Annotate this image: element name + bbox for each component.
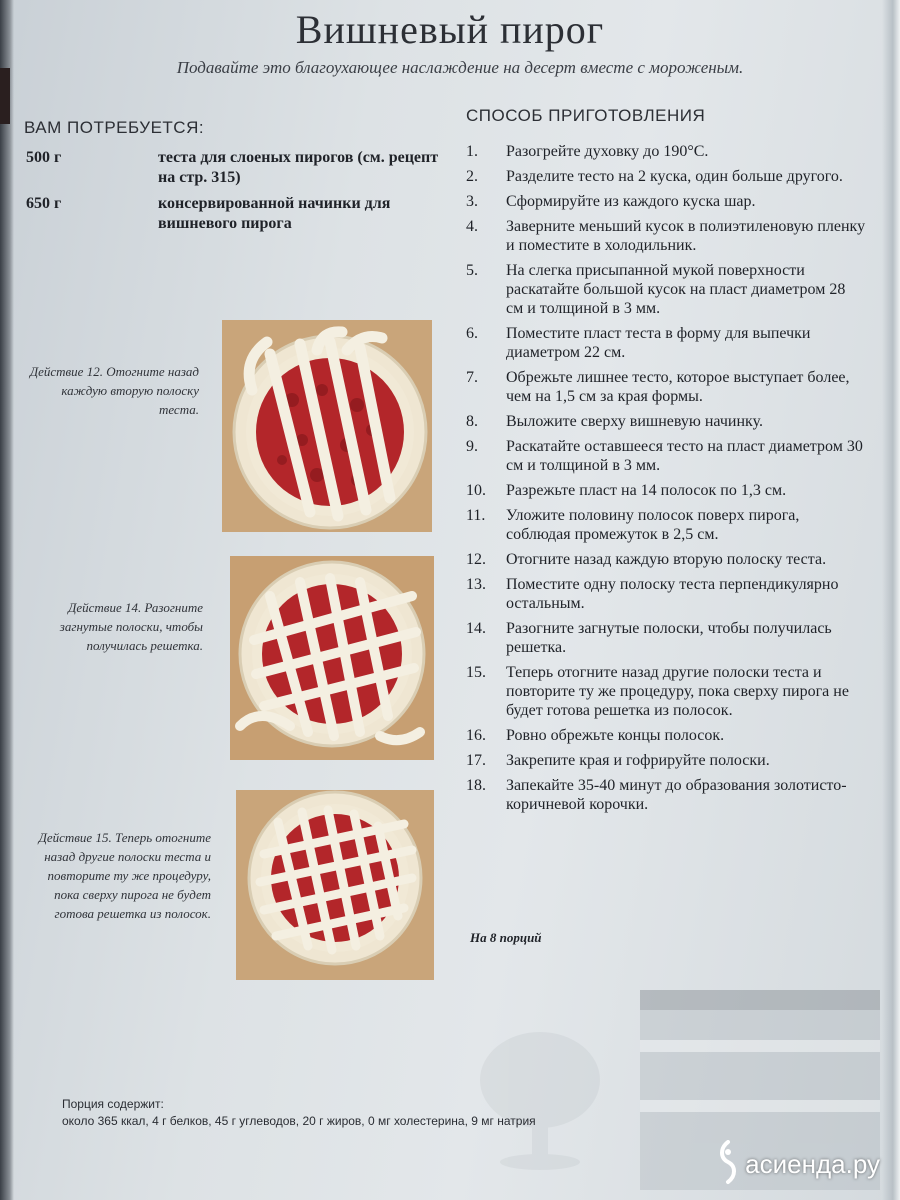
nutrition-label: Порция содержит: — [62, 1097, 164, 1111]
step-item — [466, 575, 866, 613]
step-item — [466, 481, 866, 500]
step-number: 1. — [466, 143, 478, 160]
step-number: 5. — [466, 262, 478, 279]
nutrition-text: около 365 ккал, 4 г белков, 45 г углеводов, 20 г жиров, 0 мг холестерина, 9 мг натрия — [62, 1114, 536, 1128]
step-item — [466, 192, 866, 211]
page-tab-marker — [0, 68, 10, 124]
step-item — [466, 437, 866, 475]
method-steps — [466, 142, 866, 820]
step-number: 12. — [466, 551, 486, 568]
step-item — [466, 167, 866, 186]
step-number: 14. — [466, 620, 486, 637]
step-number: 7. — [466, 369, 478, 386]
step-number: 9. — [466, 438, 478, 455]
photo-caption: Действие 12. Отогните назад каждую вторую полоску теста. — [29, 364, 199, 417]
step-text: Уложите половину полосок поверх пирога, соблюдая промежуток в 2,5 см. — [506, 507, 800, 543]
step-number: 17. — [466, 752, 486, 769]
photo-caption: Действие 14. Разогните загнутые полоски, чтобы получилась решетка. — [59, 600, 203, 653]
method-heading: СПОСОБ ПРИГОТОВЛЕНИЯ — [466, 106, 706, 125]
watermark-text: асиенда.ру — [745, 1148, 880, 1179]
step-number: 3. — [466, 193, 478, 210]
step-item — [466, 142, 866, 161]
ingredient-item — [26, 194, 446, 234]
step-item — [466, 751, 866, 770]
step-item — [466, 324, 866, 362]
step-number: 15. — [466, 664, 486, 681]
step-item — [466, 663, 866, 720]
ingredient-desc: консервированной начинки для вишневого пирога — [158, 195, 391, 232]
step-item — [466, 412, 866, 431]
step-item — [466, 776, 866, 814]
step-text: Поместите пласт теста в форму для выпечки диаметром 22 см. — [506, 325, 811, 361]
book-spine — [0, 0, 14, 1200]
step-item — [466, 368, 866, 406]
step-text: Запекайте 35-40 минут до образования золотисто-коричневой корочки. — [506, 777, 847, 813]
step-item — [466, 619, 866, 657]
ingredient-qty: 650 г — [26, 195, 62, 212]
step-text: На слегка присыпанной мукой поверхности раскатайте большой кусок на пласт диаметром 28 см и толщиной в 3 мм. — [506, 262, 846, 317]
site-watermark — [717, 1140, 880, 1188]
nutrition-info — [62, 1096, 702, 1130]
ingredient-desc: теста для слоеных пирогов (см. рецепт на стр. 315) — [158, 149, 439, 186]
step-text: Обрежьте лишнее тесто, которое выступает более, чем на 1,5 см за края формы. — [506, 369, 850, 405]
step-text: Ровно обрежьте концы полосок. — [506, 727, 725, 744]
step-text: Закрепите края и гофрируйте полоски. — [506, 752, 770, 769]
step-number: 6. — [466, 325, 478, 342]
step-number: 18. — [466, 777, 486, 794]
pie-photo-step-12 — [222, 320, 432, 532]
pie-photo-step-14 — [230, 556, 434, 760]
ingredients-list — [26, 148, 446, 240]
step-text: Разрежьте пласт на 14 полосок по 1,3 см. — [506, 482, 787, 499]
step-item — [466, 261, 866, 318]
pie-photo-step-15 — [236, 790, 434, 980]
step-text: Сформируйте из каждого куска шар. — [506, 193, 756, 210]
servings-note: На 8 порций — [470, 930, 542, 945]
step-number: 10. — [466, 482, 486, 499]
step-item — [466, 506, 866, 544]
recipe-subtitle: Подавайте это благоухающее наслаждение на десерт вместе с мороженым. — [176, 58, 744, 77]
step-text: Заверните меньший кусок в полиэтиленовую пленку и поместите в холодильник. — [506, 218, 866, 254]
step-number: 13. — [466, 576, 486, 593]
photo-caption: Действие 15. Теперь отогните назад другие полоски теста и повторите ту же процедуру, пока сверху пирога не будет готова решетка из полосок. — [38, 830, 211, 921]
step-text: Раскатайте оставшееся тесто на пласт диаметром 30 см и толщиной в 3 мм. — [506, 438, 863, 474]
step-text: Разделите тесто на 2 куска, один больше другого. — [506, 168, 843, 185]
ingredients-heading: ВАМ ПОТРЕБУЕТСЯ: — [24, 118, 205, 137]
step-text: Теперь отогните назад другие полоски теста и повторите ту же процедуру, пока сверху пирога не будет готова решетка из полосок. — [506, 664, 849, 719]
step-text: Выложите сверху вишневую начинку. — [506, 413, 763, 430]
ingredient-qty: 500 г — [26, 149, 62, 166]
step-item — [466, 217, 866, 255]
step-number: 2. — [466, 168, 478, 185]
step-number: 11. — [466, 507, 486, 524]
step-item — [466, 550, 866, 569]
logo-icon — [717, 1140, 739, 1188]
step-text: Разогрейте духовку до 190°С. — [506, 143, 709, 160]
ingredient-item — [26, 148, 446, 188]
step-item — [466, 726, 866, 745]
step-text: Разогните загнутые полоски, чтобы получилась решетка. — [506, 620, 832, 656]
step-number: 8. — [466, 413, 478, 430]
step-text: Отогните назад каждую вторую полоску теста. — [506, 551, 827, 568]
step-number: 16. — [466, 727, 486, 744]
recipe-title: Вишневый пирог — [295, 7, 605, 52]
step-number: 4. — [466, 218, 478, 235]
step-text: Поместите одну полоску теста перпендикулярно остальным. — [506, 576, 839, 612]
